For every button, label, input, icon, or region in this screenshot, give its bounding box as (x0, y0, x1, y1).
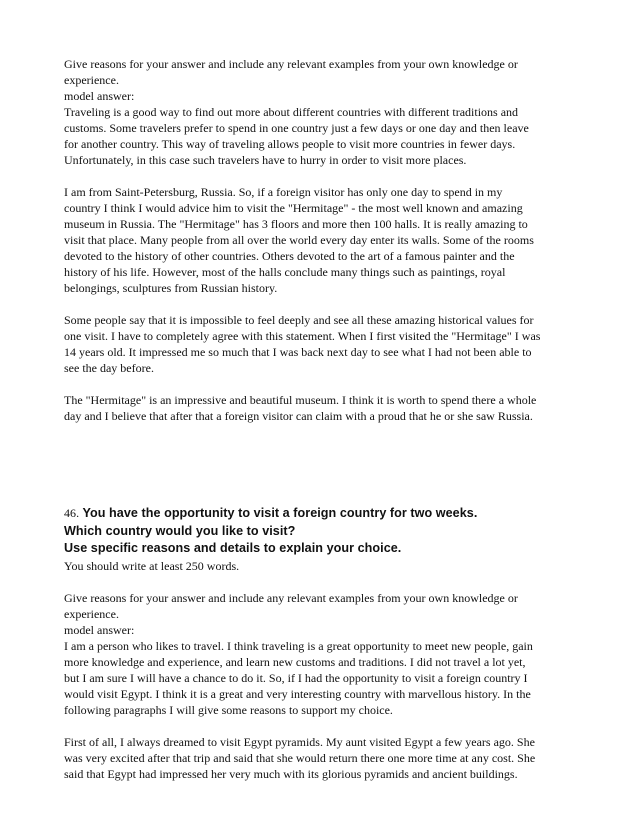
paragraph-1 (64, 638, 576, 718)
text-line: 14 years old. It impressed me so much that I was back next day to see what I had not been able to (64, 345, 532, 359)
text-line: day and I believe that after that a foreign visitor can claim with a proud that he or she saw Russia. (64, 409, 533, 423)
text-line: but I am sure I will have a chance to do it. So, if I had the opportunity to visit a foreign country I (64, 670, 528, 685)
paragraph-3 (64, 312, 576, 376)
text-line: First of all, I always dreamed to visit Egypt pyramids. My aunt visited Egypt a few years ago. She (64, 734, 535, 749)
text-line: visit that place. Many people from all over the world every day enter its walls. Some of the rooms (64, 233, 534, 247)
text-line: history of his life. However, most of the halls conclude many things such as paintings, royal (64, 265, 506, 279)
paragraph-2 (64, 734, 576, 782)
text-line: country I think I would advice him to visit the "Hermitage" - the most well known and amazing (64, 201, 523, 215)
text-line: Unfortunately, in this case such travelers have to hurry in order to visit more places. (64, 153, 467, 167)
text-line: said that Egypt had impressed her very much with its glorious pyramids and ancient buildings. (64, 766, 518, 781)
instructions-line: experience. (64, 606, 119, 621)
text-line: museum in Russia. The "Hermitage" has 3 floors and more then 100 halls. It is really amazing to (64, 217, 528, 231)
question-line: Which country would you like to visit? (64, 523, 296, 538)
instructions-line: Give reasons for your answer and include any relevant examples from your own knowledge or (64, 57, 518, 71)
text-line: see the day before. (64, 361, 154, 375)
text-line: Traveling is a good way to find out more about different countries with different traditions and (64, 105, 519, 119)
text-line: one visit. I have to completely agree with this statement. When I first visited the "Hermitage" I was (64, 329, 541, 343)
text-line: Some people say that it is impossible to feel deeply and see all these amazing historical values for (64, 313, 534, 327)
text-line: customs. Some travelers prefer to spend in one country just a few days or one day and then leave (64, 121, 529, 135)
model-answer-label: model answer: (64, 622, 135, 637)
text-line: would visit Egypt. I think it is a great and very interesting country with marvellous history. In the (64, 686, 531, 701)
text-line: The "Hermitage" is an impressive and beautiful museum. I think it is worth to spend there a whole (64, 393, 537, 407)
question-line: Use specific reasons and details to explain your choice. (64, 541, 402, 555)
text-line: more knowledge and experience, and learn new customs and traditions. I did not travel a lot yet, (64, 654, 526, 669)
text-line: following paragraphs I will give some reasons to support my choice. (64, 702, 393, 717)
paragraph-2 (64, 184, 576, 296)
text-line: for another country. This way of traveling allows people to visit more countries in fewer days. (64, 137, 516, 151)
text-line: I am from Saint-Petersburg, Russia. So, if a foreign visitor has only one day to spend in my (64, 185, 503, 199)
word-count-note: You should write at least 250 words. (64, 558, 240, 573)
paragraph-1 (64, 104, 576, 168)
instructions-line: experience. (64, 73, 119, 87)
question-number: 46. (64, 506, 80, 520)
paragraph-4 (64, 392, 576, 424)
text-line: belongings, sculptures from Russian history. (64, 281, 278, 295)
instructions-line: Give reasons for your answer and include any relevant examples from your own knowledge or (64, 590, 518, 605)
text-line: I am a person who likes to travel. I think traveling is a great opportunity to meet new people, gain (64, 638, 533, 653)
text-line: was very excited after that trip and said that she would return there one more time at any cost. She (64, 750, 536, 765)
question-line: You have the opportunity to visit a foreign country for two weeks. (82, 506, 478, 520)
text-line: devoted to the history of other countries. Others devoted to the art of a famous painter and the (64, 249, 515, 263)
question-heading (64, 505, 576, 523)
model-answer-label: model answer: (64, 89, 135, 103)
section-2 (64, 505, 576, 782)
section-1 (64, 56, 576, 424)
